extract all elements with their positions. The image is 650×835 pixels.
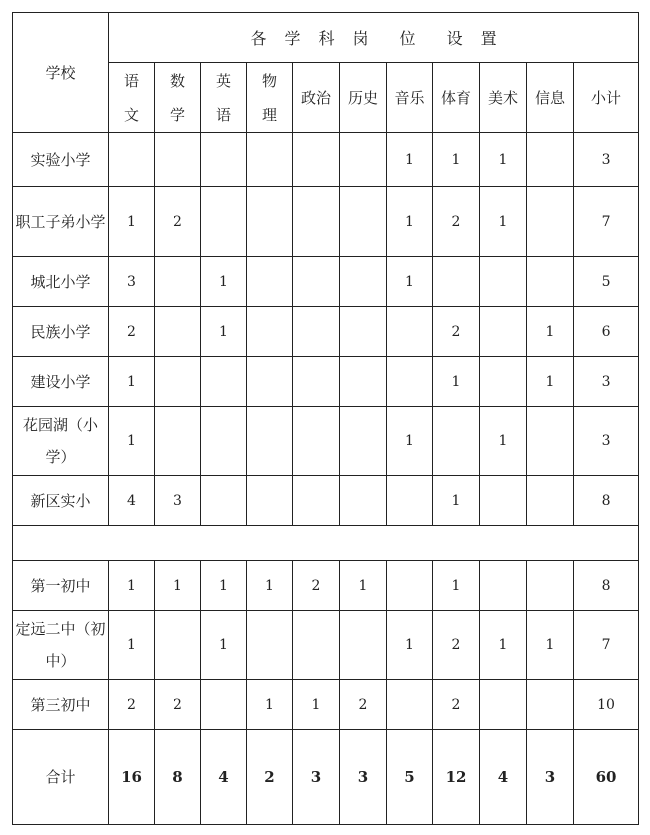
table-cell: 5: [574, 257, 639, 307]
table-cell: [480, 257, 527, 307]
table-cell: 1: [201, 307, 247, 357]
table-row: [13, 257, 639, 307]
table-cell: [433, 407, 480, 476]
total-cell: 3: [293, 730, 340, 825]
subject-header: 信息: [527, 63, 574, 133]
table-cell: 1: [387, 187, 433, 257]
total-cell: 2: [247, 730, 293, 825]
table-cell: 4: [109, 476, 155, 526]
subject-header: 小计: [574, 63, 639, 133]
table-cell: [340, 133, 387, 187]
subject-header: 数 学: [155, 63, 201, 133]
separator-row: [13, 526, 639, 561]
table-cell: [340, 476, 387, 526]
subject-header: 美术: [480, 63, 527, 133]
table-cell: [155, 611, 201, 680]
table-cell: 1: [480, 611, 527, 680]
table-cell: 1: [109, 561, 155, 611]
table-row: [13, 187, 639, 257]
table-cell: [247, 307, 293, 357]
table-cell: [293, 257, 340, 307]
table-cell: [387, 561, 433, 611]
table-cell: [480, 307, 527, 357]
table-cell: 2: [293, 561, 340, 611]
subject-header: 物 理: [247, 63, 293, 133]
table-cell: 6: [574, 307, 639, 357]
table-cell: [340, 257, 387, 307]
table-cell: [387, 680, 433, 730]
table-cell: [155, 133, 201, 187]
title-char: 设: [446, 29, 463, 48]
table-title: [109, 13, 639, 63]
table-cell: [201, 680, 247, 730]
school-name: 定远二中（初中）: [13, 611, 109, 680]
table-cell: 1: [201, 257, 247, 307]
table-cell: 8: [574, 476, 639, 526]
table-cell: [109, 133, 155, 187]
table-cell: [293, 307, 340, 357]
table-cell: [247, 407, 293, 476]
table-cell: 2: [433, 611, 480, 680]
table-cell: 1: [387, 257, 433, 307]
table-cell: [201, 407, 247, 476]
total-cell: 60: [574, 730, 639, 825]
table-cell: [293, 357, 340, 407]
table-cell: [201, 133, 247, 187]
title-char: 学: [284, 29, 301, 48]
school-name: 建设小学: [13, 357, 109, 407]
table-cell: [527, 680, 574, 730]
table-cell: 2: [433, 187, 480, 257]
table-cell: [155, 257, 201, 307]
table-cell: 1: [340, 561, 387, 611]
table-row: [13, 357, 639, 407]
table-cell: [247, 257, 293, 307]
table-cell: [247, 611, 293, 680]
table-cell: 1: [201, 611, 247, 680]
table-cell: [387, 357, 433, 407]
table-cell: 3: [574, 407, 639, 476]
school-name: 第一初中: [13, 561, 109, 611]
table-cell: [247, 187, 293, 257]
table-cell: 1: [480, 407, 527, 476]
table-cell: [155, 357, 201, 407]
table-cell: 8: [574, 561, 639, 611]
table-cell: [293, 611, 340, 680]
total-cell: 3: [527, 730, 574, 825]
table-cell: [201, 357, 247, 407]
table-cell: [527, 133, 574, 187]
table-cell: 1: [480, 133, 527, 187]
table-cell: 1: [109, 357, 155, 407]
table-cell: 1: [201, 561, 247, 611]
table-row: [13, 611, 639, 680]
title-char: 位: [399, 29, 416, 48]
subject-header: 音乐: [387, 63, 433, 133]
total-cell: 12: [433, 730, 480, 825]
subject-header: 历史: [340, 63, 387, 133]
school-name: 花园湖（小学）: [13, 407, 109, 476]
table-cell: [480, 357, 527, 407]
table-cell: [155, 307, 201, 357]
table-cell: 7: [574, 611, 639, 680]
table-cell: 2: [109, 307, 155, 357]
table-cell: 1: [387, 407, 433, 476]
total-cell: 4: [480, 730, 527, 825]
table-cell: [247, 357, 293, 407]
table-row: [13, 407, 639, 476]
position-table: [12, 12, 639, 825]
table-cell: [293, 407, 340, 476]
subject-header: 政治: [293, 63, 340, 133]
subject-header: 英 语: [201, 63, 247, 133]
table-cell: 7: [574, 187, 639, 257]
table-cell: [340, 357, 387, 407]
table-cell: 1: [527, 611, 574, 680]
school-name: 城北小学: [13, 257, 109, 307]
table-cell: [527, 257, 574, 307]
table-cell: 1: [247, 680, 293, 730]
title-char: 置: [480, 29, 497, 48]
table-cell: 3: [109, 257, 155, 307]
table-cell: 3: [574, 357, 639, 407]
table-cell: 10: [574, 680, 639, 730]
table-cell: [387, 476, 433, 526]
table-cell: [293, 187, 340, 257]
total-cell: 8: [155, 730, 201, 825]
table-cell: [387, 307, 433, 357]
title-char: 岗: [352, 29, 369, 48]
total-row: [13, 730, 639, 825]
table-cell: 1: [480, 187, 527, 257]
table-cell: [480, 476, 527, 526]
table-cell: [340, 307, 387, 357]
table-cell: 1: [247, 561, 293, 611]
table-cell: [433, 257, 480, 307]
table-cell: [527, 407, 574, 476]
table-cell: [293, 476, 340, 526]
table-cell: 2: [155, 680, 201, 730]
total-label: 合计: [13, 730, 109, 825]
school-name: 职工子弟小学: [13, 187, 109, 257]
table-cell: 1: [109, 611, 155, 680]
table-cell: 1: [109, 407, 155, 476]
table-cell: [247, 476, 293, 526]
table-row: [13, 476, 639, 526]
table-cell: 1: [293, 680, 340, 730]
table-cell: 3: [155, 476, 201, 526]
table-row: [13, 561, 639, 611]
table-cell: 1: [527, 357, 574, 407]
table-cell: 2: [340, 680, 387, 730]
table-row: [13, 680, 639, 730]
table-cell: [480, 561, 527, 611]
school-name: 实验小学: [13, 133, 109, 187]
table-cell: [527, 476, 574, 526]
school-name: 第三初中: [13, 680, 109, 730]
table-cell: 1: [109, 187, 155, 257]
table-cell: 2: [433, 680, 480, 730]
table-row: [13, 133, 639, 187]
table-cell: 1: [433, 476, 480, 526]
blank-cell: [13, 526, 639, 561]
title-char: 科: [318, 29, 335, 48]
table-cell: [201, 476, 247, 526]
table-cell: [247, 133, 293, 187]
table-cell: [340, 611, 387, 680]
total-cell: 4: [201, 730, 247, 825]
total-cell: 5: [387, 730, 433, 825]
table-cell: 1: [527, 307, 574, 357]
table-cell: 1: [387, 133, 433, 187]
table-cell: 1: [433, 357, 480, 407]
table-cell: [155, 407, 201, 476]
table-row: [13, 307, 639, 357]
table-cell: 2: [109, 680, 155, 730]
table-cell: 1: [433, 133, 480, 187]
total-cell: 16: [109, 730, 155, 825]
table-cell: [201, 187, 247, 257]
table-cell: [480, 680, 527, 730]
table-cell: 2: [433, 307, 480, 357]
table-cell: [340, 187, 387, 257]
subject-header: 体育: [433, 63, 480, 133]
table-cell: [293, 133, 340, 187]
table-cell: [527, 561, 574, 611]
school-name: 新区实小: [13, 476, 109, 526]
title-char: 各: [250, 29, 267, 48]
table-cell: [527, 187, 574, 257]
total-cell: 3: [340, 730, 387, 825]
table-cell: 2: [155, 187, 201, 257]
table-cell: 1: [433, 561, 480, 611]
school-header: 学校: [13, 13, 109, 133]
table-cell: [340, 407, 387, 476]
table-cell: 1: [387, 611, 433, 680]
table-cell: 3: [574, 133, 639, 187]
subject-header: 语 文: [109, 63, 155, 133]
table-cell: 1: [155, 561, 201, 611]
school-name: 民族小学: [13, 307, 109, 357]
